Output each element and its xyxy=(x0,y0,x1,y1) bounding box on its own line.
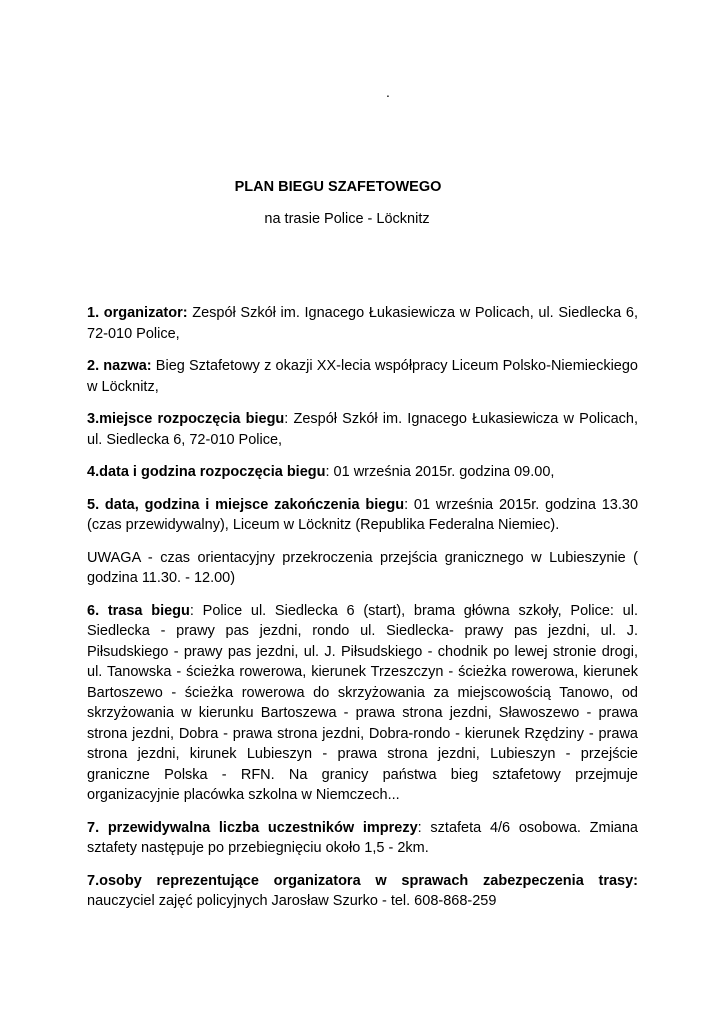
section-label: 7.osoby reprezentujące organizatora w sprawach zabezpeczenia trasy: xyxy=(87,872,638,889)
section-text: : 01 września 2015r. godzina 09.00, xyxy=(325,464,555,480)
section-note xyxy=(87,548,638,589)
section-text: : sztafeta 4/6 osobowa. Zmiana sztafety następuje po przebiegnięciu około 1,5 - 2km. xyxy=(87,819,638,856)
section-route xyxy=(87,601,638,806)
section-label: 1. organizator: xyxy=(87,305,188,321)
document-body xyxy=(87,303,638,924)
section-label: 7. przewidywalna liczba uczestników imprezy xyxy=(87,819,418,836)
section-finish xyxy=(87,495,638,536)
section-start-time xyxy=(87,462,638,483)
section-label: 6. trasa biegu xyxy=(87,602,190,619)
section-text: UWAGA - czas orientacyjny przekroczenia przejścia granicznego w Lubieszynie ( godzina 11.30. - 12.00) xyxy=(87,549,638,586)
header-dot: . xyxy=(386,84,390,100)
section-text: : 01 września 2015r. godzina 13.30 (czas przewidywalny), Liceum w Löcknitz (Republika Federalna Niemiec). xyxy=(87,496,639,533)
section-text: Bieg Sztafetowy z okazji XX-lecia współpracy Liceum Polsko-Niemieckiego w Löcknitz, xyxy=(87,358,638,395)
section-text: nauczyciel zajęć policyjnych Jarosław Szurko - tel. 608-868-259 xyxy=(87,893,497,909)
section-start-location xyxy=(87,409,638,450)
section-label: 2. nazwa: xyxy=(87,358,152,374)
section-text: : Police ul. Siedlecka 6 (start), brama główna szkoły, Police: ul. Siedlecka - prawy pas jezdni, rondo ul. Siedlecka- prawy pas jezdni, ul. J. Piłsudskiego - prawy pas jezdni, ul. J. Piłsudskiego - chodnik po lewej stronie drogi, ul. Tanowska - ścieżka rowerowa, kierunek Trzeszczyn - ścieżka rowerowa, kierunek Bartoszewo - ścieżka rowerowa do skrzyżowania za miejscowością Tanowo, od skrzyżowania w kierunku Bartoszewa - prawa strona jezdni, Sławoszewo - prawa strona jezdni, Dobra - prawa strona jezdni, Dobra-rondo - kierunek Rzędziny - prawa strona jezdni, kirunek Lubieszyn - prawa strona jezdni, Lubieszyn - przejście graniczne Polska - RFN. Na granicy państwa bieg sztafetowy przejmuje organizacyjnie placówka szkolna w Niemczech... xyxy=(87,602,638,803)
section-name xyxy=(87,356,638,397)
section-text: Zespół Szkół im. Ignacego Łukasiewicza w Policach, ul. Siedlecka 6, 72-010 Police, xyxy=(87,305,639,342)
document-title: PLAN BIEGU SZAFETOWEGO xyxy=(234,179,442,195)
section-representatives xyxy=(87,871,638,912)
section-label: 5. data, godzina i miejsce zakończenia biegu xyxy=(87,496,405,513)
section-organizer xyxy=(87,303,638,344)
document-subtitle: na trasie Police - Löcknitz xyxy=(264,211,430,227)
section-text: : Zespół Szkół im. Ignacego Łukasiewicza w Policach, ul. Siedlecka 6, 72-010 Police, xyxy=(87,411,638,448)
section-participants xyxy=(87,818,638,859)
section-label: 3.miejsce rozpoczęcia biegu xyxy=(87,411,285,427)
section-label: 4.data i godzina rozpoczęcia biegu xyxy=(87,464,326,480)
